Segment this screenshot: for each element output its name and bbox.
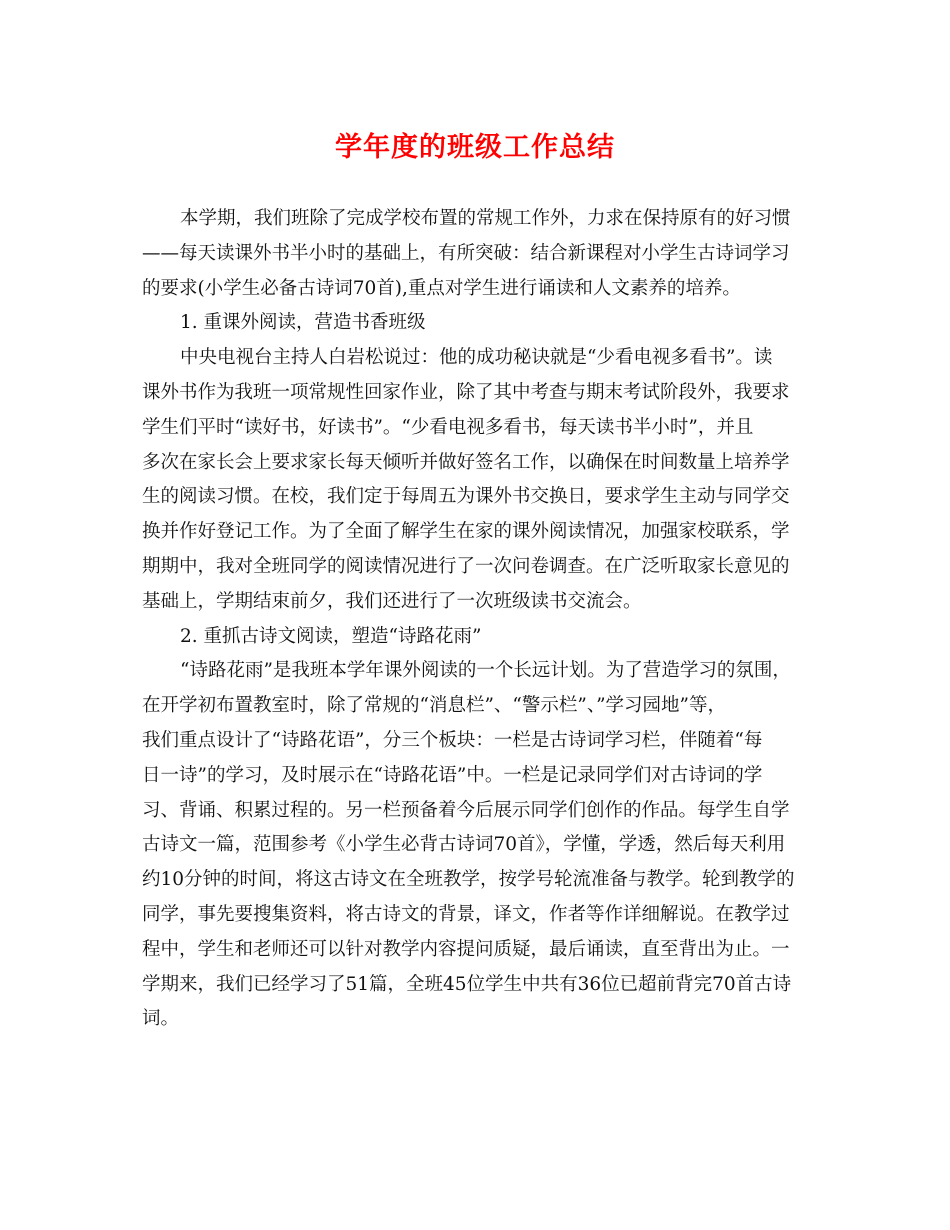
paragraph-line: 生的阅读习惯。在校，我们定于每周五为课外书交换日，要求学生主动与同学交 [142, 486, 790, 508]
section-heading: 2. 重抓古诗文阅读，塑造“诗路花雨” [180, 625, 482, 647]
paragraph-line: 习、背诵、积累过程的。另一栏预备着今后展示同学们创作的作品。每学生自学 [142, 799, 790, 821]
paragraph-line: 多次在家长会上要求家长每天倾听并做好签名工作，以确保在时间数量上培养学 [142, 451, 790, 473]
paragraph-line: 基础上，学期结束前夕，我们还进行了一次班级读书交流会。 [142, 590, 642, 612]
paragraph-line: 学生们平时“读好书，好读书”。“少看电视多看书，每天读书半小时”，并且 [142, 416, 754, 438]
paragraph-line: 期期中，我对全班同学的阅读情况进行了一次问卷调查。在广泛听取家长意见的 [142, 555, 790, 577]
paragraph-line: 学期来，我们已经学习了51篇，全班45位学生中共有36位已超前背完70首古诗 [142, 973, 792, 995]
paragraph-line: 本学期，我们班除了完成学校布置的常规工作外，力求在保持原有的好习惯 [180, 208, 791, 229]
document-title: 学年度的班级工作总结 [335, 132, 615, 163]
paragraph-line: ——每天读课外书半小时的基础上，有所突破：结合新课程对小学生古诗词学习 [142, 242, 790, 264]
paragraph-line: “诗路花雨”是我班本学年课外阅读的一个长远计划。为了营造学习的氛围， [180, 660, 791, 682]
paragraph-line: 词。 [142, 1008, 180, 1030]
paragraph-line: 日一诗”的学习，及时展示在“诗路花语”中。一栏是记录同学们对古诗词的学 [142, 764, 763, 786]
paragraph-line: 约10分钟的时间，将这古诗文在全班教学，按学号轮流准备与教学。轮到教学的 [142, 869, 795, 891]
document-body [142, 202, 808, 1037]
paragraph-line: 换并作好登记工作。为了全面了解学生在家的课外阅读情况，加强家校联系，学 [142, 521, 790, 543]
paragraph-line: 古诗文一篇，范围参考《小学生必背古诗词70首》，学懂，学透，然后每天利用 [142, 834, 786, 856]
paragraph-line: 我们重点设计了“诗路花语”，分三个板块：一栏是古诗词学习栏，伴随着“每 [142, 729, 763, 751]
paragraph-line: 的要求(小学生必备古诗词70首),重点对学生进行诵读和人文素养的培养。 [142, 277, 741, 299]
paragraph-line: 在开学初布置教室时，除了常规的“消息栏”、“警示栏”、”学习园地”等， [142, 695, 726, 717]
paragraph-line: 中央电视台主持人白岩松说过：他的成功秘诀就是“少看电视多看书”。读 [180, 347, 773, 369]
paragraph-line: 程中，学生和老师还可以针对教学内容提问质疑，最后诵读，直至背出为止。一 [142, 938, 790, 960]
section-heading: 1. 重课外阅读，营造书香班级 [180, 312, 426, 334]
paragraph-line: 同学，事先要搜集资料，将古诗文的背景，译文，作者等作详细解说。在教学过 [142, 903, 790, 925]
paragraph-line: 课外书作为我班一项常规性回家作业，除了其中考查与期末考试阶段外，我要求 [142, 381, 790, 403]
